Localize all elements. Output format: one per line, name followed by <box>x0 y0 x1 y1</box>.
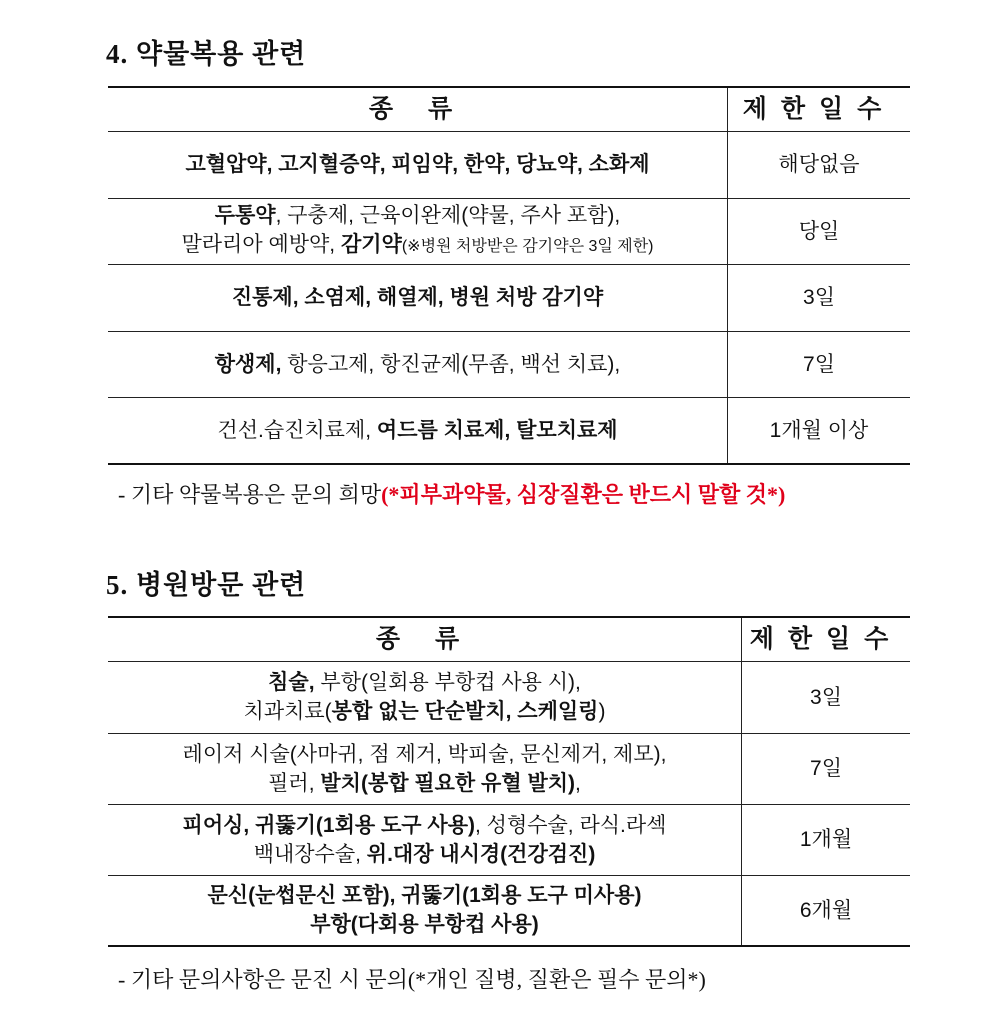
category-cell <box>108 661 742 733</box>
table-row <box>108 131 910 198</box>
category-text: 항생제, <box>214 352 282 376</box>
category-text: 고혈압약, 고지혈증약, 피임약, 한약, 당뇨약, 소화제 <box>185 153 650 176</box>
category-text: 봉합 없는 단순발치, 스케일링 <box>331 700 599 723</box>
category-cell <box>108 397 728 464</box>
category-text: 여드름 치료제, 탈모치료제 <box>376 418 618 442</box>
table-row <box>108 733 910 804</box>
table-row <box>108 331 910 397</box>
category-text: 백내장수술, <box>253 842 367 866</box>
category-text: , <box>575 771 581 795</box>
section-5-heading: 5. 병원방문 관련 <box>106 570 307 600</box>
limit-days-cell: 당일 <box>728 198 911 264</box>
column-header: 종 류 <box>108 87 728 131</box>
limit-days-cell: 1개월 <box>742 804 911 875</box>
category-cell <box>108 198 728 264</box>
table-row <box>108 804 910 875</box>
category-text: 문신(눈썹문신 포함), 귀뚫기(1회용 도구 미사용) <box>207 884 642 908</box>
limit-days-cell: 3일 <box>728 264 911 331</box>
category-text: 피어싱, 귀뚫기(1회용 도구 사용) <box>182 813 475 837</box>
note-text: - 기타 약물복용은 문의 희망 <box>118 482 382 507</box>
category-text: 말라리아 예방약, <box>181 233 341 256</box>
category-text: 두통약 <box>214 204 276 227</box>
limit-days-cell: 7일 <box>742 733 911 804</box>
category-cell <box>108 264 728 331</box>
category-text: 항응고제, 항진균제(무좀, 백선 치료), <box>281 352 621 376</box>
category-text: 위.대장 내시경(건강검진) <box>366 842 596 866</box>
limit-days-cell: 1개월 이상 <box>728 397 911 464</box>
medication-note <box>118 478 785 509</box>
category-text: 진통제, 소염제, 해열제, 병원 처방 감기약 <box>231 286 604 309</box>
category-text: (※병원 처방받은 감기약은 3일 제한) <box>401 238 654 255</box>
limit-days-cell: 해당없음 <box>728 131 911 198</box>
category-text: ) <box>598 700 606 723</box>
table-row <box>108 397 910 464</box>
limit-days-cell: 3일 <box>742 661 911 733</box>
category-text: 부항(다회용 부항컵 사용) <box>310 913 539 937</box>
section-4-heading: 4. 약물복용 관련 <box>106 39 307 69</box>
limit-days-cell: 7일 <box>728 331 911 397</box>
category-text: 침술, <box>268 671 315 694</box>
hospital-note: - 기타 문의사항은 문진 시 문의(*개인 질병, 질환은 필수 문의*) <box>118 967 706 992</box>
column-header: 종 류 <box>108 617 742 661</box>
category-text: 발치(봉합 필요한 유혈 발치) <box>320 771 576 795</box>
table-row <box>108 875 910 946</box>
category-text: 감기약 <box>340 233 402 256</box>
category-text: , 구충제, 근육이완제(약물, 주사 포함), <box>275 204 621 227</box>
category-text: 레이저 시술(사마귀, 점 제거, 박피술, 문신제거, 제모), <box>182 742 667 766</box>
hospital-visit-table <box>108 616 910 947</box>
column-header: 제한일수 <box>742 617 911 661</box>
category-cell <box>108 875 742 946</box>
category-cell <box>108 331 728 397</box>
column-header: 제한일수 <box>728 87 911 131</box>
table-row <box>108 198 910 264</box>
medication-table <box>108 86 910 465</box>
category-cell <box>108 804 742 875</box>
table-row <box>108 661 910 733</box>
category-text: 치과치료( <box>243 700 332 723</box>
category-text: 건선.습진치료제, <box>217 418 377 442</box>
category-text: 필러, <box>268 771 321 795</box>
category-text: , 성형수술, 라식.라섹 <box>474 813 667 837</box>
limit-days-cell: 6개월 <box>742 875 911 946</box>
table-row <box>108 264 910 331</box>
category-cell <box>108 131 728 198</box>
category-cell <box>108 733 742 804</box>
category-text: 부항(일회용 부항컵 사용 시), <box>314 671 581 694</box>
note-warning: (*피부과약물, 심장질환은 반드시 말할 것*) <box>381 482 786 507</box>
